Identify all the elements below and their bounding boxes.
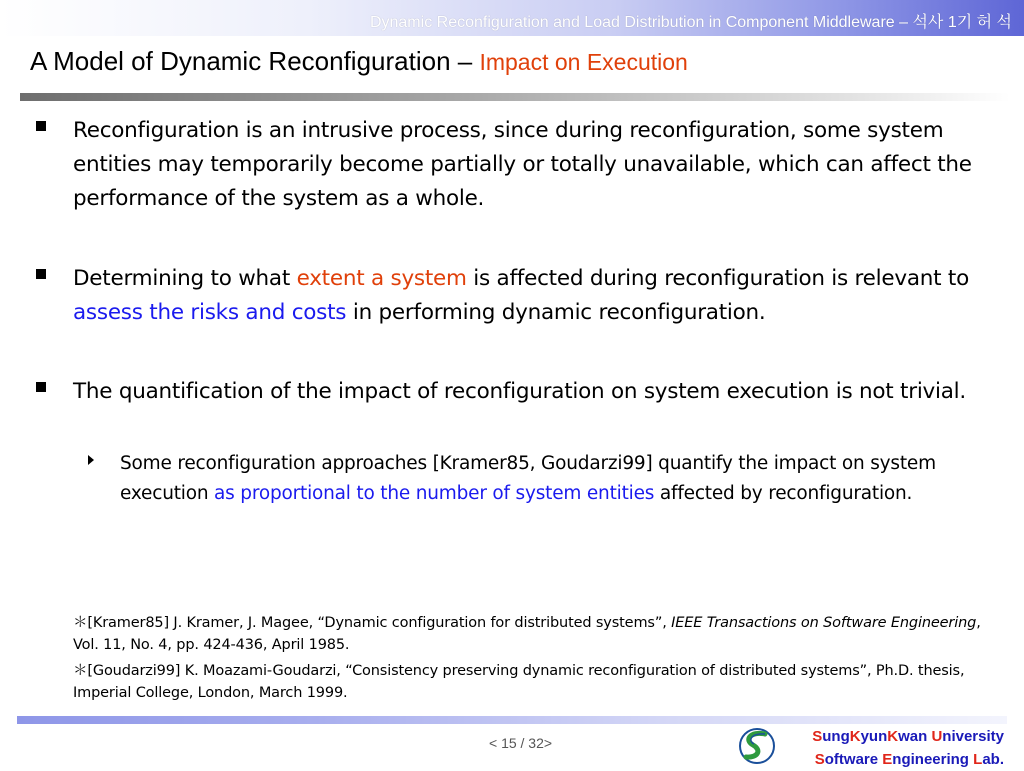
sub-bullet-item [88, 449, 988, 509]
footer-divider [17, 716, 1007, 724]
reference-item: ＊[Goudarzi99] K. Moazami-Goudarzi, “Consistency preserving dynamic reconfiguration of distributed systems”, Ph.D. thesis, Imperial College, London, March 1999. [73, 663, 965, 701]
bullet-item [36, 114, 996, 216]
university-name [812, 725, 1004, 771]
university-line: SungKyunKwan University [812, 728, 1004, 745]
references [73, 612, 1003, 704]
highlight-text: as proportional to the number of system entities [214, 483, 655, 504]
highlight-text: assess the risks and costs [73, 300, 347, 325]
square-bullet-icon [36, 121, 46, 131]
reference-item: ＊[Kramer85] J. Kramer, J. Magee, “Dynamic configuration for distributed systems”, IEEE Transactions on Software Engineering, Vol. 11, No. 4, pp. 424-436, April 1985. [73, 615, 981, 653]
lab-line: Software Engineering Lab. [814, 751, 1004, 768]
slide-title-accent: Impact on Execution [479, 49, 688, 75]
square-bullet-icon [36, 269, 46, 279]
running-title: Dynamic Reconfiguration and Load Distribution in Component Middleware – 석사 1기 허 석 [369, 14, 1012, 31]
slide-title-main: A Model of Dynamic Reconfiguration – [30, 46, 480, 76]
title-divider [20, 93, 1010, 101]
bullet-item [36, 262, 996, 330]
bullet-text: Determining to what extent a system is affected during reconfiguration is relevant to assess the risks and costs in performing dynamic reconfiguration. [73, 266, 969, 325]
journal-name: IEEE Transactions on Software Engineering [671, 615, 977, 631]
bullet-text: The quantification of the impact of reconfiguration on system execution is not trivial. [73, 379, 966, 404]
sub-bullet-text: Some reconfiguration approaches [Kramer85, Goudarzi99] quantify the impact on system execution as proportional to the number of system entities affected by reconfiguration. [120, 453, 936, 504]
bullet-item [36, 375, 996, 409]
header-bar [0, 0, 1024, 36]
skku-logo-icon [738, 725, 776, 765]
slide-title [30, 46, 688, 77]
page-number: < 15 / 32> [489, 735, 553, 751]
bullet-text: Reconfiguration is an intrusive process, since during reconfiguration, some system entities may temporarily become partially or totally unavailable, which can affect the performance of the system as a whole. [73, 118, 972, 211]
highlight-text: extent a system [296, 266, 467, 291]
triangle-bullet-icon [88, 455, 94, 465]
square-bullet-icon [36, 382, 46, 392]
